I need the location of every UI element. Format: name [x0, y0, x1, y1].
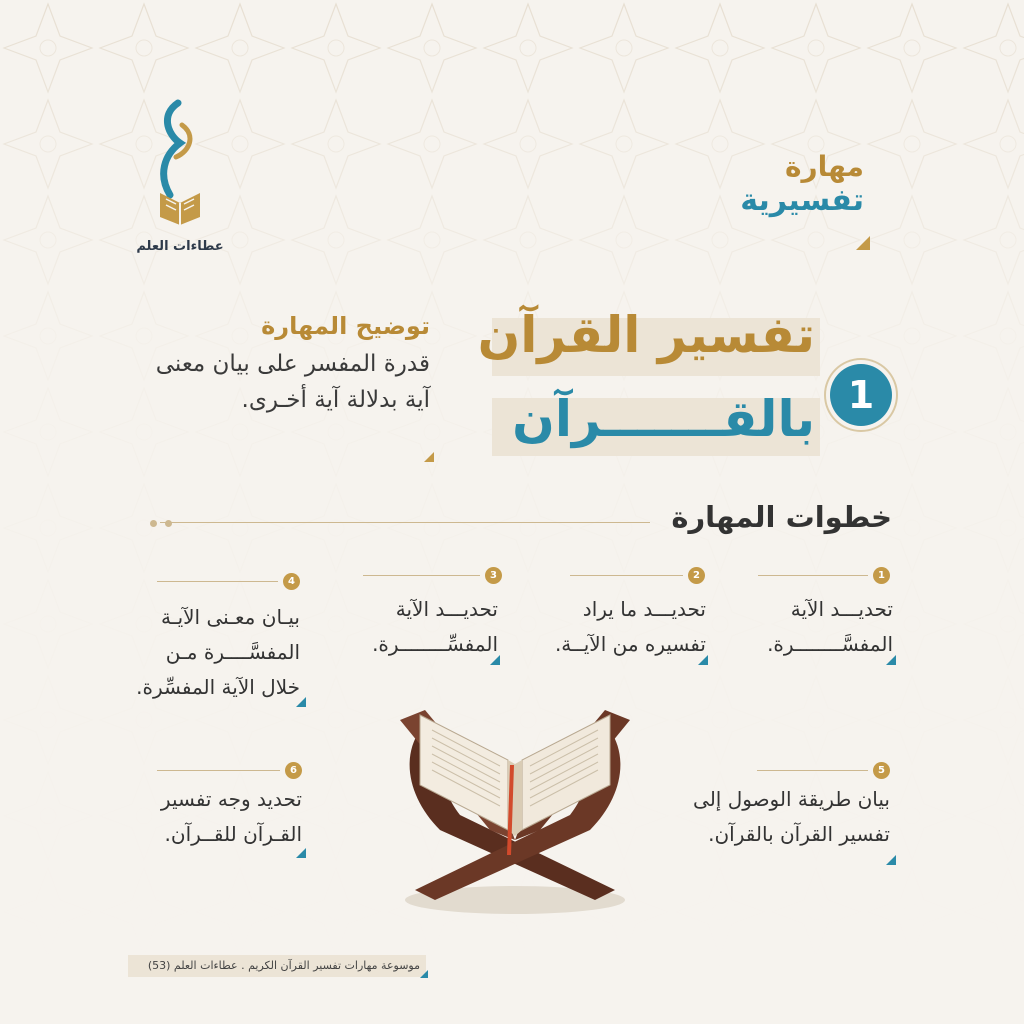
skill-corner: [856, 236, 870, 250]
step-3-line-2: المفسِّــــــــرة.: [372, 632, 498, 656]
step-6-text: [118, 782, 302, 852]
step-4-corner: [296, 697, 306, 707]
step-4-line-2: المفسَّــــرة مـن: [165, 640, 300, 664]
step-line-4: [157, 581, 278, 582]
step-5-line-1: بيان طريقة الوصول إلى: [693, 787, 890, 811]
step-3-line-1: تحديـــد الآية: [395, 597, 498, 621]
step-line-2: [570, 575, 683, 576]
step-3-corner: [490, 655, 500, 665]
title-number-badge: 1: [830, 364, 892, 426]
step-5-line-2: تفسير القرآن بالقرآن.: [708, 822, 890, 846]
step-3-text: [330, 592, 498, 662]
explanation-line-1: قدرة المفسر على بيان معنى: [155, 351, 430, 377]
steps-divider: [160, 522, 650, 523]
skill-badge: [660, 150, 870, 250]
explanation-line-2: آية بدلالة آية أخـرى.: [241, 387, 430, 413]
explanation-corner: [424, 452, 434, 462]
steps-divider-dot: [165, 520, 172, 527]
step-number-6: 6: [285, 762, 302, 779]
skill-label: مهارة: [785, 150, 864, 183]
quran-stand-illustration: [380, 690, 650, 920]
step-number-5: 5: [873, 762, 890, 779]
steps-title: خطوات المهارة: [671, 500, 892, 534]
steps-divider-dot: [150, 520, 157, 527]
explanation-title: توضيح المهارة: [261, 312, 430, 340]
step-6-corner: [296, 848, 306, 858]
skill-value: تفسيرية: [740, 183, 864, 218]
step-1-corner: [886, 655, 896, 665]
footer-source: موسوعة مهارات تفسير القرآن الكريم . عطاءات العلم (53): [128, 955, 426, 977]
step-5-text: [660, 782, 890, 852]
step-2-corner: [698, 655, 708, 665]
logo: [130, 95, 230, 265]
book-quill-logo-icon: [130, 95, 230, 235]
step-1-line-2: المفسَّــــــــرة.: [767, 632, 893, 656]
step-4-text: [118, 600, 300, 705]
step-1-line-1: تحديـــد الآية: [790, 597, 893, 621]
step-line-3: [363, 575, 480, 576]
step-line-6: [157, 770, 280, 771]
step-2-line-1: تحديـــد ما يراد: [582, 597, 706, 621]
step-number-1: 1: [873, 567, 890, 584]
step-1-text: [730, 592, 893, 662]
step-line-5: [757, 770, 868, 771]
title-line-2: بالقـــــــرآن: [512, 390, 815, 448]
step-6-line-2: القـرآن للقــرآن.: [164, 822, 302, 846]
step-6-line-1: تحديد وجه تفسير: [160, 787, 302, 811]
step-line-1: [758, 575, 868, 576]
step-5-corner: [886, 855, 896, 865]
step-4-line-1: بيـان معـنى الآيـة: [161, 605, 300, 629]
explanation-block: [130, 312, 430, 462]
step-4-line-3: خلال الآية المفسِّرة.: [136, 675, 300, 699]
step-number-2: 2: [688, 567, 705, 584]
step-2-line-2: تفسيره من الآيــة.: [554, 632, 706, 656]
logo-name: عطاءات العلم: [136, 239, 224, 254]
step-number-4: 4: [283, 573, 300, 590]
footer-corner: [420, 970, 428, 978]
title-line-1: تفسير القرآن: [477, 306, 815, 364]
step-2-text: [520, 592, 706, 662]
step-number-3: 3: [485, 567, 502, 584]
